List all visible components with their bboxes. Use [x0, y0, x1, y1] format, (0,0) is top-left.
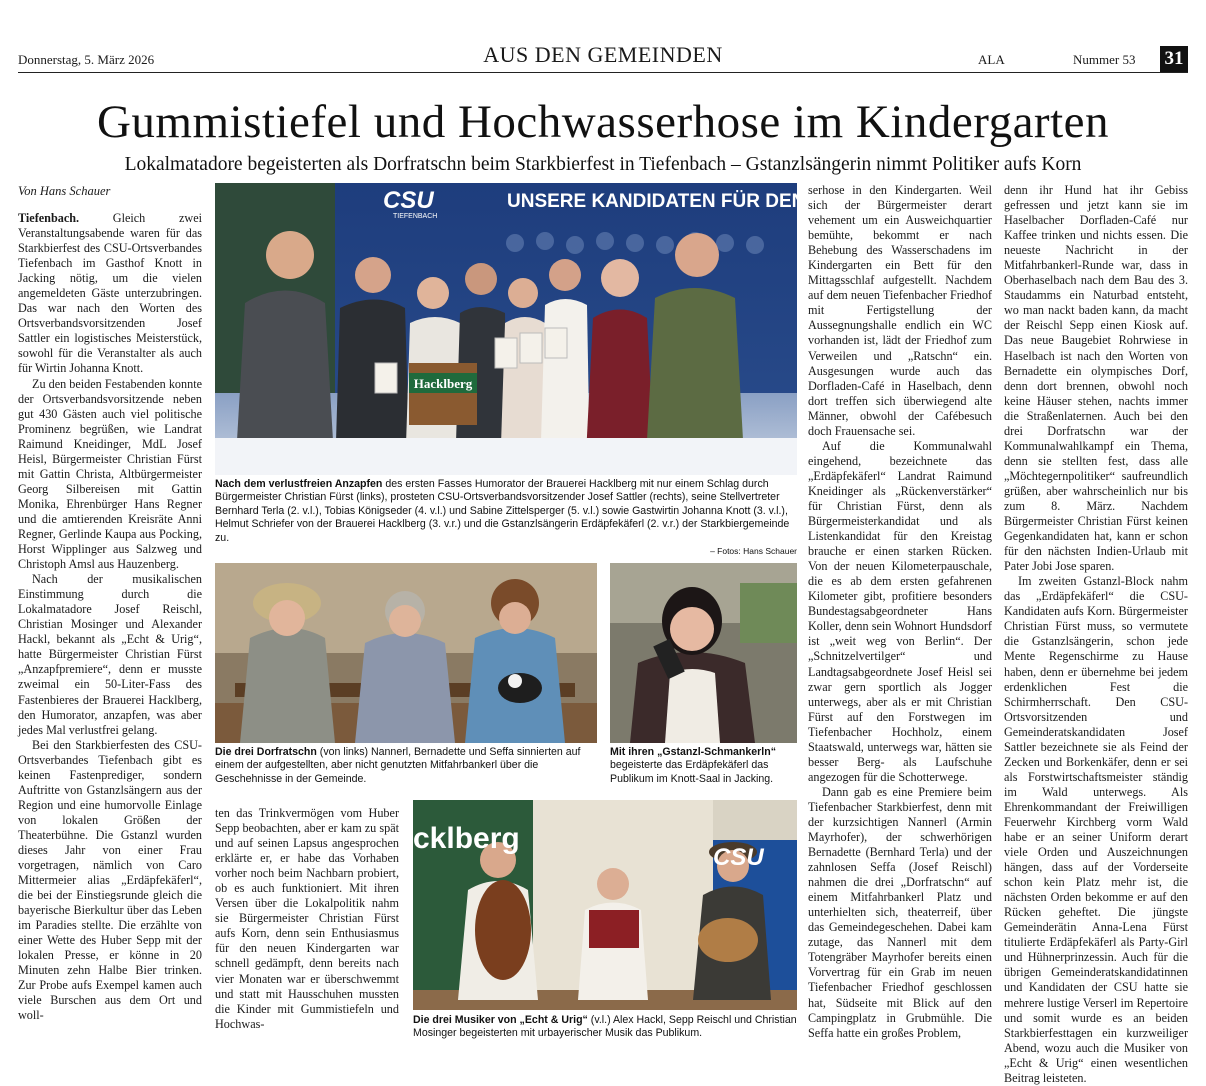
article-column-4	[1004, 183, 1188, 1085]
caption-text: (von links) Nannerl, Bernadette und Seffa sinnierten auf einem der aufgestellten, aber nicht genutzten Mitfahrbankerl über die Geschehnisse in der Gemeinde.	[215, 746, 581, 785]
paragraph: serhose in den Kindergarten. Weil sich der Bürgermeister derart vehement um ein Ausweichquartier bemühte, bekommt er nach Behebung des Wasserschadens im Kindergarten ein Bett für den Mittagsschlaf aufgestellt. Nachdem auf dem neuen Tiefenbacher Friedhof mit Fertigstellung der Aussegnungshalle endlich ein WC vorhanden ist, lädt der Friedhof zum Verweilen und „Ratschn“ ein. Ausgesungen wurde auch das Dorfladen-Café in Haselbach, denn dort treffen sich überwiegend alte Männer, obwohl der Cafébesuch doch Frauensache sei.	[808, 183, 992, 438]
csu-subtitle-banner: TIEFENBACH	[393, 213, 438, 220]
dateline: Tiefenbach.	[18, 211, 80, 225]
caption-lead: Die drei Musiker von „Echt & Urig“	[413, 1014, 588, 1026]
page-number: 31	[1160, 46, 1188, 72]
article-column-3	[808, 183, 992, 1045]
article-column-1	[18, 211, 202, 1051]
caption-lead: Mit ihren „Gstanzl-Schmankerln“	[610, 746, 776, 758]
caption-text: (v.l.) Alex Hackl, Sepp Reischl und Christian Mosinger begeisterten mit urbayerischer Musik das Publikum.	[413, 1014, 797, 1040]
section-title: AUS DEN GEMEINDEN	[483, 42, 723, 67]
musicians-banner-text: cklberg	[413, 822, 520, 855]
paragraph: Zu den beiden Festabenden konnte der Ortsverbandsvorsitzende neben gut 430 Gästen auch viel politische Prominenz begrüßen, wie Landrat Raimund Kneidinger, MdL Josef Heisl, Bürgermeister Christian Fürst mit Gattin Christa, Altbürgermeister Georg Silbereisen mit Gattin Monika, Ehrenbürger Hans Regner und die amtierenden Kreisräte Anni Regner, Gerlinde Kaupa aus Pocking, Horst Wipplinger aus Salzweg und Christoph Amsl aus Hauzenberg.	[18, 376, 202, 572]
three-actors	[240, 579, 565, 743]
photo-dorfratschn	[215, 563, 597, 743]
photo-musicians	[413, 800, 797, 1010]
photo-caption-dorfratschn	[215, 746, 597, 788]
photo-gstanzl-singer	[610, 563, 797, 743]
subheadline: Lokalmatadore begeisterten als Dorfratschn beim Starkbierfest in Tiefenbach – Gstanzlsängerin nimmt Politiker aufs Korn	[124, 154, 1082, 175]
paragraph: denn ihr Hund hat ihr Gebiss gefressen und jetzt kann sie im Haselbacher Dorfladen-Café nur Kaffee trinken und nichts essen. Die neueste Nachricht in der Mitfahrbankerl-Runde war, dass in Oberhaselbach nach dem Bau des 3. Staudamms ein Naturbad entsteht, wo man nackt baden kann, da macht der Reischl Sepp einen Kiosk auf. Das neue Baugebiet Rohrwiese in Haselbach ist nach den Worten von Bernadette ein olympisches Dorf, denn dort brennen, obwohl noch keine Häuser stehen, nachts immer die Straßenlaternen. Auch bei den drei Dorfratschn war der Kommunalwahlkampf ein Thema, denn sie stellten fest, dass alle „Möchtegernpolitiker“ saufreundlich grüßen, aber wahrscheinlich nur bis zum 8. März. Nachdem Bürgermeister Christian Fürst keinen Gegenkandidaten hat, kann er schon für den nächsten Indien-Urlaub mit Pater Jobi Jose sparen.	[1004, 183, 1188, 574]
region-label: ALA	[978, 52, 1005, 67]
photo-caption-main	[215, 478, 797, 557]
paragraph: Dann gab es eine Premiere beim Tiefenbacher Starkbierfest, denn mit der kurzsichtigen Nannerl (Armin Mayrhofer), der schwerhörigen Bernadette (Bernhard Terla) und der zahnlosen Seffa (Josef Reischl) nahmen die drei „Dorfratschn“ auf einem Mitfahrbankerl Platz und unterhielten sich, theaterreif, über das Gemeindegeschehen. Dabei kam zutage, das Nannerl mit dem Totengräber Mayrhofer bereits einen Vorvertrag für ein Grab im neuen Tiefenbacher Friedhof geschlossen hat, Südseite mit Blick auf den Campingplatz in Grubmühle. Die Seffa hatte ein großes Problem,	[808, 784, 992, 1040]
photo-caption-musicians	[413, 1014, 797, 1054]
csu-logo-banner: CSU	[383, 187, 434, 214]
byline: Von Hans Schauer	[18, 184, 111, 198]
barrel-label: Hacklberg	[413, 376, 473, 391]
banner-slogan: UNSERE KANDIDATEN FÜR DEN G	[507, 191, 826, 212]
issue-date: Donnerstag, 5. März 2026	[18, 52, 155, 67]
caption-lead: Die drei Dorfratschn	[215, 746, 317, 758]
paragraph: ten das Trinkvermögen vom Huber Sepp beobachten, aber er kam zu spät und auf seinen Lapsus angesprochen erklärte er, er habe das Vorhaben vorher noch beim Nachbarn probiert, ob es auch funktioniert. Mit ihren Versen über die Lokalpolitik nahm sie Bürgermeister Christian Fürst aufs Korn, denn sein Enthusiasmus für den neuen Kindergarten war schnell gedämpft, denn bereits nach vier Monaten war er überschwemmt und statt mit Hausschuhen mussten die Kinder mit Gummistiefeln und Hochwas-	[215, 806, 399, 1031]
photo-credit: – Fotos: Hans Schauer	[710, 546, 797, 557]
paragraph	[18, 211, 202, 377]
photo-caption-singer	[610, 746, 797, 788]
photo-tapping-barrel	[215, 183, 826, 475]
article-column-2	[215, 806, 399, 1051]
caption-text: begeisterte das Erdäpfekäferl das Publikum im Knott-Saal in Jacking.	[610, 759, 774, 785]
headline: Gummistiefel und Hochwasserhose im Kindergarten	[96, 96, 1109, 148]
paragraph-text: Gleich zwei Veranstaltungsabende waren für das Starkbierfest des CSU-Ortsverbandes Tiefenbach im Gasthof Knott in Jacking nötig, um die vielen angemeldeten Gäste unterzubringen. Das war nach den Worten des Ortsverbandsvorsitzenden Josef Sattler ein logistisches Meisterstück, sowohl für die Veranstalter als auch für Wirtin Johanna Knott.	[18, 211, 202, 376]
paragraph: Nach der musikalischen Einstimmung durch die Lokalmatadore Josef Reischl, Christian Mosinger und Alexander Hackl, bekannt als „Echt & Urig“, hatte Bürgermeister Christian Fürst „Anzapfpremiere“, denn er musste zweimal ein 50-Liter-Fass des Fastenbieres der Brauerei Hacklberg, den Humorator, anzapfen, was aber jedes Mal verlustfrei gelang.	[18, 572, 202, 737]
csu-logo-musicians: CSU	[713, 844, 764, 871]
issue-number: Nummer 53	[1073, 52, 1136, 67]
paragraph: Im zweiten Gstanzl-Block nahm das „Erdäpfekäferl“ die CSU-Kandidaten aufs Korn. Bürgermeister Christian Fürst muss, so vermutete die Gstanzlsängerin, schon jede Mente Regenschirme zu Hause haben, denn er übernehme bei jedem erdenklichen Fest die Schirmherrschaft. Den CSU-Ortsvorsitzenden und Gemeinderatskandidaten Josef Sattler bezeichnete sie als Feind der Zecken und Borkenkäfer, denn er sei als Forstwirtschaftsmeister ständig im Wald unterwegs. Als Ehrenkommandant der Freiwilligen Feuerwehr Kirchberg vorm Wald habe er an seiner Uniform derart viele Orden und Auszeichnungen hängen, dass auf der Vorderseite schon kein Platz mehr ist, die nächsten Orden bekomme er auf den Rücken geheftet. Die jüngste Gemeinderätin Anna-Lena Fürst titulierte Erdäpfekäferl als Party-Girl und Hühnerprinzessin. Auch für die übrigen Gemeinderatskandidatinnen und Kandidaten der CSU hatte sie mehrere lustige Verserl im Repertoire und somit wurde es an beiden Starkbierfesttagen ein kurzweiliger Abend, wozu auch die Musiker von „Echt & Urig“ einen wesentlichen Beitrag leisteten.	[1004, 574, 1188, 1085]
paragraph: Auf die Kommunalwahl eingehend, bezeichnete das „Erdäpfekäferl“ Landrat Raimund Kneidinger als „Rückenverstärker“ für Christian Fürst, denn als Bürgermeisterkandidat und als Listenkandidat für den Kreistag brauche er einen starken Rücken. Von der neuen Kilometerpauschale, die es ab dem ersten gefahrenen Kilometer gibt, profitiere besonders Bundestagsabgeordneter Hans Koller, denn sein Wohnort Hundsdorf ist „weit weg von Berlin“. Der „Schnitzelvertilger“ und Landtagsabgeordnete Josef Heisl sei zwar gern sportlich als Jogger unterwegs, aber als er mit Christian Fürst auf den Forstwegen im Tiefenbacher Hochholz, einem Staatswald, unterwegs war, hätten sie besser Berg- als Laufschuhe angezogen für die Schotterwege.	[808, 438, 992, 784]
caption-lead: Nach dem verlustfreien Anzapfen	[215, 478, 383, 490]
paragraph: Bei den Starkbierfesten des CSU-Ortsverbandes Tiefenbach gibt es keinen Fastenprediger, sondern Auftritte von Gstanzlsängern aus der Region und eine humorvolle Einlage von lokalen Größen der Theaterbühne. Die Gstanzl wurden dieses Jahr von einer Frau vorgetragen, nämlich von Caro Mittermeier alias „Erdäpfekäferl“, die bei der Einstiegsrunde gleich die bayerische Bierkultur über das Leben im Paradies stellte. Die erzählte von einer Wette des Huber Sepp mit der lokalen Presse, er könne in 20 Minuten zehn Halbe Bier trinken. Zur Probe aufs Exempel kamen auch viele Burschen aus dem Ort und woll-	[18, 737, 202, 1023]
caption-text: des ersten Fasses Humorator der Brauerei Hacklberg mit nur einem Schlag durch Bürgermeister Christian Fürst (links), prosteten CSU-Ortsverbandsvorsitzender Josef Sattler (rechts), seine Stellvertreter Bernhard Terla (2. v.l.), Tobias Königseder (4. v.l.) und Sabine Zittelsperger (5. v.l.) sowie Gastwirtin Johanna Knott (3. v.l.), Helmut Schriefer von der Brauerei Hacklberg (3. v.r.) und die Gstanzlsängerin Erdäpfekäferl (2. v.r.) der Starkbiergemeinde zu.	[215, 478, 790, 544]
page-header	[18, 42, 1188, 73]
